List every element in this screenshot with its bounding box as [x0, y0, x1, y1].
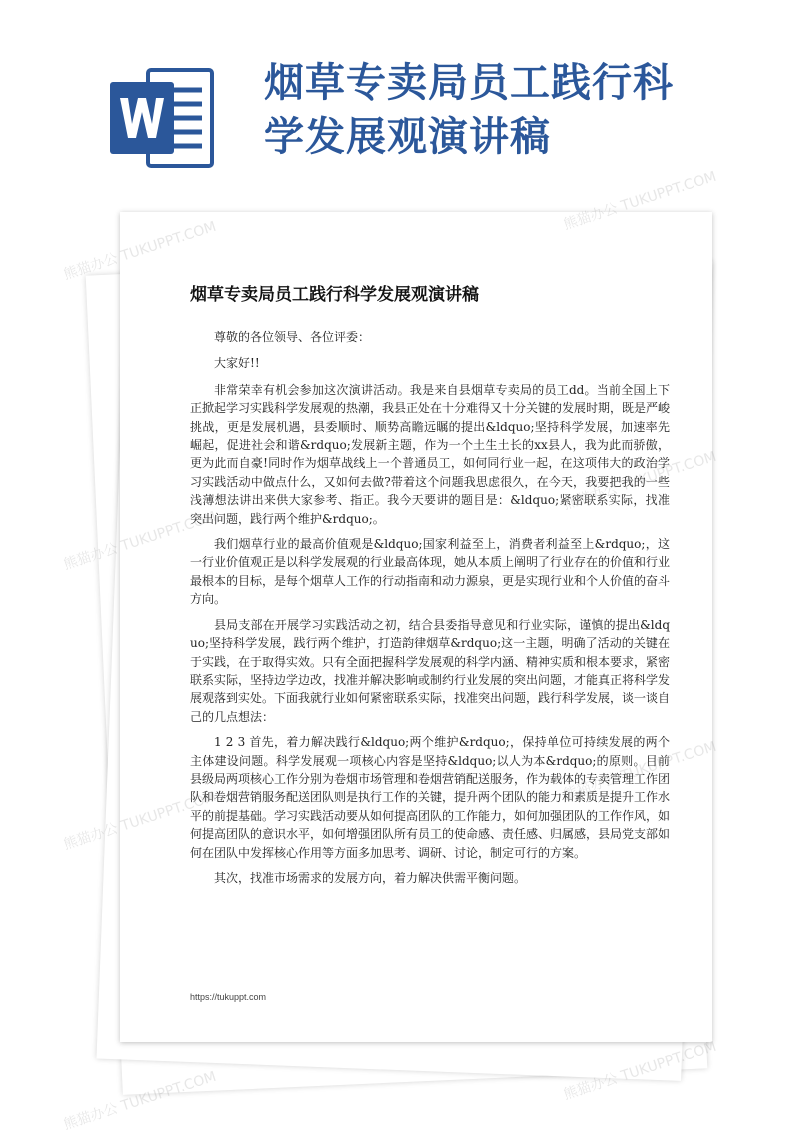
paragraph: 其次，找准市场需求的发展方向，着力解决供需平衡问题。: [214, 870, 527, 885]
document-page: [120, 212, 712, 1042]
watermark: 熊猫办公: [561, 1070, 620, 1104]
page-title: 烟草专卖局员工践行科学发展观演讲稿: [190, 285, 479, 305]
paragraph: 非常荣幸有机会参加这次演讲活动。我是来自县烟草专卖局的员工dd。当前全国上下正掀起学习实践科学发展观的热潮，我县正处在十分难得又十分关键的发展时期，既是严峻挑战，更是发展机遇，县委顺时、顺势高瞻远瞩的提出&ldquo;坚持科学发展，加速率先崛起，促进社会和谐&rdquo;发展新主题，作为一个土生土长的xx县人，我为此而骄傲，更为此而自豪!同时作为烟草战线上一个普通员工，如何同行业一起，在这项伟大的政治学习实践活动中做点什么，又如何去做?带着这个问题我思虑很久，在今天，我要把我的一些浅薄想法讲出来供大家参考、指正。我今天要讲的题目是：&ldquo;紧密联系实际，找准突出问题，践行两个维护&rdquo;。: [190, 382, 671, 526]
header-banner: [0, 0, 800, 200]
paragraph: 县局支部在开展学习实践活动之初，结合县委指导意见和行业实际，谨慎的提出&ldquo;坚持科学发展，践行两个维护，打造韵律烟草&rdquo;这一主题，明确了活动的关键在于实践，在于取得实效。只有全面把握科学发展观的科学内涵、精神实质和根本要求，紧密联系实际，坚持边学边改，找准并解决影响或制约行业发展的突出问题，才能真正将科学发展观落到实处。下面我就行业如何紧密联系实际，找准突出问题，践行科学发展，谈一谈自己的几点想法：: [190, 617, 671, 724]
footer-url: https://tukuppt.com: [190, 992, 267, 1002]
document-banner-title: 烟草专卖局员工践行科学发展观演讲稿: [264, 60, 674, 160]
paragraph: 我们烟草行业的最高价值观是&ldquo;国家利益至上，消费者利益至上&rdquo;，这一行业价值观正是以科学发展观的行业最高体现，她从本质上阐明了行业存在的价值和行业最根本的目标，是每个烟草人工作的行动指南和动力源泉，更是实现行业和个人价值的奋斗方向。: [190, 537, 671, 607]
greeting: 大家好!!: [214, 356, 260, 371]
word-document-icon: [108, 66, 216, 170]
watermark: 熊猫办公 TUKUPPT.COM: [561, 168, 719, 234]
watermark: 熊猫办公 TUKUPPT.COM: [61, 1068, 219, 1134]
paragraph: 1 2 3 首先，着力解决践行&ldquo;两个维护&rdquo;，保持单位可持续发展的两个主体建设问题。科学发展观一项核心内容是坚持&ldquo;以人为本&rdquo;的原则。目前县级局两项核心工作分别为卷烟市场管理和卷烟营销配送服务，作为载体的专卖管理工作团队和卷烟营销服务配送团队则是执行工作的关键，提升两个团队的能力和素质是提升工作水平的前提基础。学习实践活动要从如何提高团队的工作能力，如何加强团队的工作作风，如何提高团队的意识水平，如何增强团队所有员工的使命感、责任感、归属感，县局党支部如何在团队中发挥核心作用等方面多加思考、调研、讨论，制定可行的方案。: [190, 735, 671, 860]
salutation: 尊敬的各位领导、各位评委：: [214, 330, 371, 344]
watermark: 熊猫办公: [61, 820, 120, 854]
document-body: [190, 328, 670, 894]
watermark: 熊猫办公: [61, 540, 120, 574]
watermark: 熊猫办公: [61, 250, 120, 284]
